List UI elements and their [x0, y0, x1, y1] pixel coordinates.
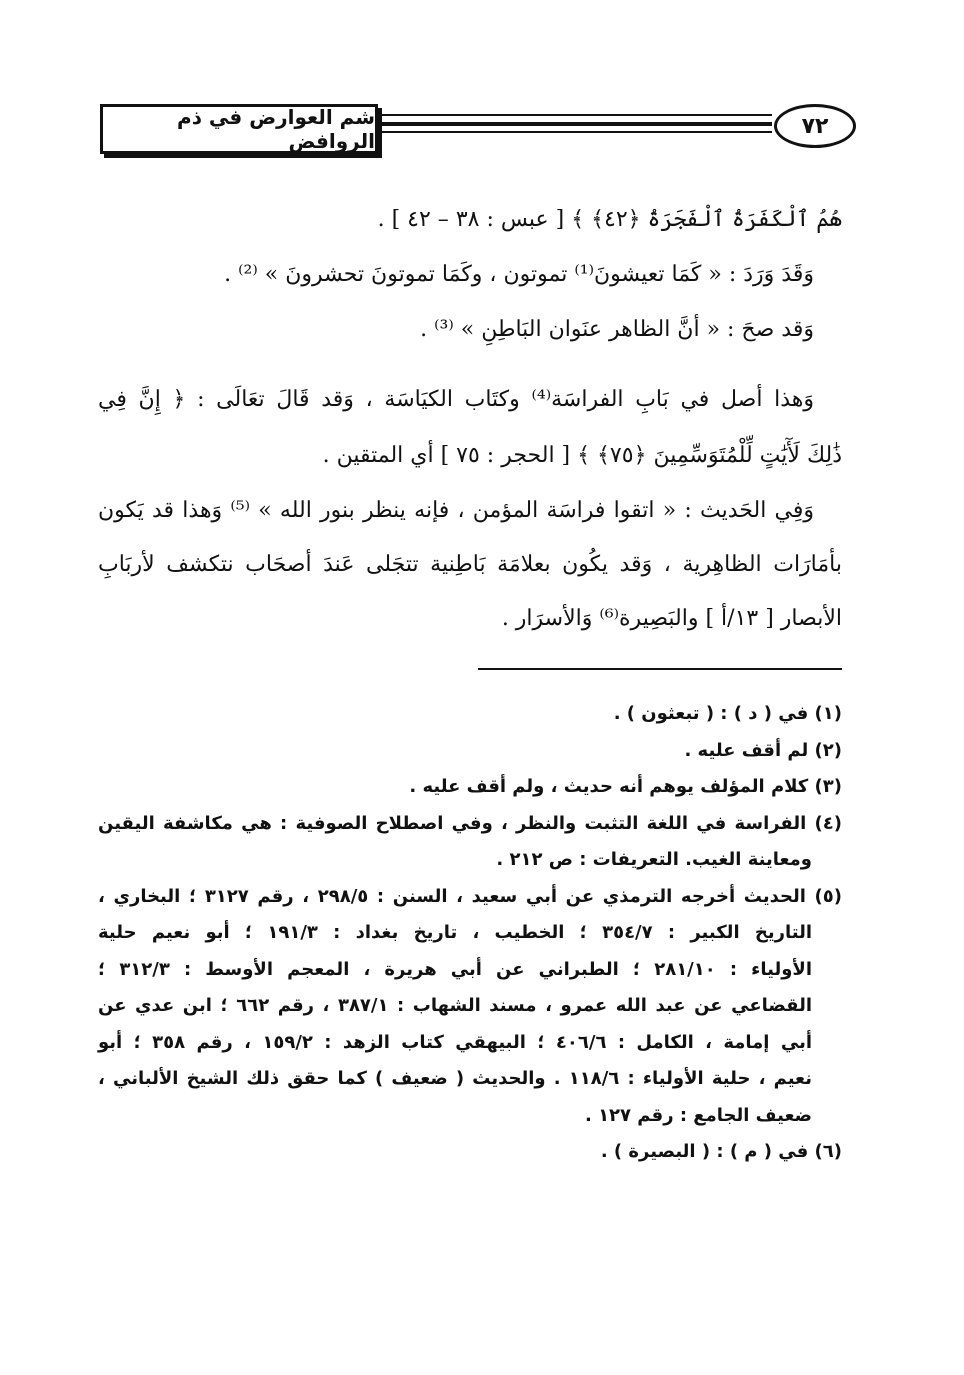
book-title: شم العوارض في ذم الروافض [177, 105, 375, 153]
footnote-line: (٤) الفراسة في اللغة التثبت والنظر ، وفي اصطلاح الصوفية : هي مكاشفة اليقين [98, 812, 842, 834]
text-line: وَفِي الحَديث : « اتقوا فراسَة المؤمن ، فإنه ينظر بنور الله » ⁽⁵⁾ وَهذا قد يَكون [98, 498, 814, 523]
page-number: ٧٢ [801, 113, 829, 139]
footnote-line: ضعيف الجامع : رقم ١٢٧ . [584, 1104, 812, 1126]
page-number-oval [774, 104, 856, 148]
footnote [98, 696, 842, 733]
page-header [100, 100, 860, 160]
footnote [98, 1134, 842, 1171]
footnote-line: التاريخ الكبير : ٣٥٤/٧ ؛ الخطيب ، تاريخ بغداد : ١٩١/٣ ؛ أبو نعيم حلية [98, 922, 812, 943]
footnote-line: نعيم ، حلية الأولياء : ١١٨/٦ . والحديث ( ضعيف ) كما حقق ذلك الشيخ الألباني ، [98, 1068, 812, 1089]
footnote-line: (٥) الحديث أخرجه الترمذي عن أبي سعيد ، السنن : ٢٩٨/٥ ، رقم ٣١٢٧ ؛ البخاري ، [98, 885, 842, 907]
footnote-line: (١) في ( د ) : ( تبعثون ) . [613, 703, 842, 724]
text-line: هُمُ ٱلْكَفَرَةُ ٱلْفَجَرَةُ ﴿٤٢﴾ ﴾ [ عبس : ٣٨ – ٤٢ ] . [377, 207, 842, 232]
text-line: ذَٰلِكَ لَأٓيَٰتٍ لِّلْمُتَوَسِّمِينَ ﴿٧٥﴾ ﴾ [ الحجر : ٧٥ ] أي المتقين . [322, 443, 842, 468]
footnote [98, 879, 842, 1135]
header-rule [380, 122, 772, 126]
footnote-line: الأولياء : ٢٨١/١٠ ؛ الطبراني عن أبي هريرة ، المعجم الأوسط : ٣١٢/٣ ؛ [98, 958, 812, 980]
footnote-line: (٦) في ( م ) : ( البصيرة ) . [600, 1141, 842, 1162]
text-line: الأبصار [ ١٣/أ ] والبَصِيرة⁽⁶⁾ وَالأسرَار . [501, 606, 842, 631]
footnotes [98, 696, 842, 1171]
text-line: وَهذا أصل في بَابِ الفراسَة⁽⁴⁾ وكتَاب الكيَاسَة ، وَقد قَالَ تعَالَى : ﴿ إِنَّ فِي [98, 387, 815, 412]
footnote [98, 806, 842, 879]
footnote-line: (٣) كلام المؤلف يوهم أنه حديث ، ولم أقف عليه . [409, 776, 842, 797]
footnote-line: أبي إمامة ، الكامل : ٤٠٦/٦ ؛ البيهقي كتاب الزهد : ١٥٩/٢ ، رقم ٣٥٨ ؛ أبو [98, 1031, 812, 1053]
main-text [98, 192, 842, 646]
footnote-line: القضاعي عن عبد الله عمرو ، مسند الشهاب : ٣٨٧/١ ، رقم ٦٦٢ ؛ ابن عدي عن [98, 995, 813, 1016]
footnote-line: (٢) لم أقف عليه . [684, 739, 842, 761]
text-line: بأمَارَات الظاهِرية ، وَقد يكُون بعلامَة بَاطِنية تتجَلى عَندَ أصحَاب نتكشف لأربَابِ [98, 552, 842, 577]
footnote [98, 769, 842, 806]
text-line: وَقَدَ وَرَدَ : « كَمَا تعيشونَ⁽¹⁾ تموتون ، وكَمَا تموتونَ تحشرونَ » ⁽²⁾ . [224, 262, 814, 287]
footnote [98, 733, 842, 770]
text-line: وَقد صحَ : « أنَّ الظاهر عنَوان البَاطِنِ » ⁽³⁾ . [420, 317, 814, 342]
footnote-line: ومعاينة الغيب. التعريفات : ص ٢١٢ . [496, 849, 812, 870]
header-rule [380, 131, 772, 133]
footnote-separator [478, 668, 842, 670]
header-rule [380, 114, 772, 116]
book-title-box [100, 104, 378, 154]
